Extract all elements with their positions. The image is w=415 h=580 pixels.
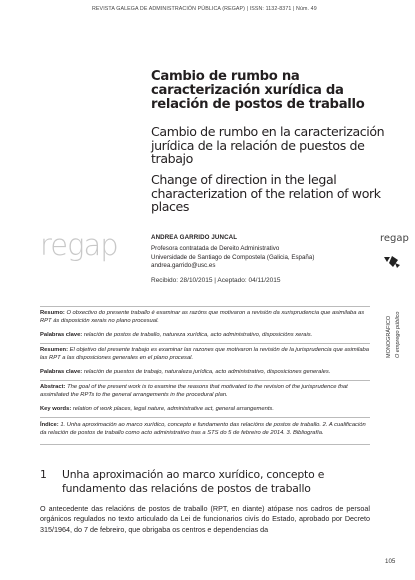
divider bbox=[40, 343, 370, 344]
galicia-emblem-icon bbox=[383, 255, 401, 269]
keywords-galician bbox=[40, 331, 370, 339]
abstract-english bbox=[40, 383, 370, 400]
side-section-label bbox=[376, 300, 415, 360]
keywords-label: Key words: bbox=[40, 406, 72, 412]
keywords-english bbox=[40, 405, 370, 413]
author-email[interactable]: andrea.garrido@usc.es bbox=[151, 261, 216, 269]
abstract-label: Resumen: bbox=[40, 347, 69, 353]
abstract-text: The goal of the present work is to examine the reasons that motivated to the revision of the jurisprudence that assimilated the RPTs to the general arrangements in the procedural plan. bbox=[40, 384, 348, 399]
section-title: Unha aproximación ao marco xurídico, concepto e fundamento das relacións de postos de traballo bbox=[62, 468, 325, 495]
divider bbox=[40, 417, 370, 418]
abstract-text: El objetivo del presente trabajo es examinar las razones que motivaron la revisión de la jurisprudencia que asimilaba las RPT a las disposiciones generales en el plano procesal. bbox=[40, 347, 370, 362]
divider bbox=[40, 380, 370, 381]
author-institution: Universidade de Santiago de Compostela (Galicia, España) bbox=[151, 253, 315, 261]
divider bbox=[40, 306, 370, 307]
title-spanish: Cambio de rumbo en la caracterización jurídica de la relación de puestos de trabajo bbox=[151, 124, 385, 166]
title-galician: Cambio de rumbo na caracterización xurídica da relación de postos de traballo bbox=[151, 69, 365, 112]
author-name: ANDREA GARRIDO JUNCAL bbox=[151, 234, 238, 241]
running-head: REVISTA GALEGA DE ADMINISTRACIÓN PÚBLICA (REGAP) | ISSN: 1132-8371 | Núm. 49 bbox=[92, 6, 317, 12]
index-label: Índice: bbox=[40, 422, 59, 428]
abstract-label: Resumo: bbox=[40, 310, 65, 316]
keywords-text: relation of work places, legal nature, administrative act, general arrangements. bbox=[72, 406, 274, 412]
keywords-spanish bbox=[40, 368, 370, 376]
keywords-text: relación de puestos de trabajo, naturaleza jurídica, acto administrativo, disposiciones generales. bbox=[83, 369, 331, 375]
abstract-spanish bbox=[40, 346, 370, 363]
author-block bbox=[151, 234, 371, 270]
side-subsection: O emprego público bbox=[395, 311, 401, 358]
divider bbox=[40, 444, 370, 445]
abstract-label: Abstract: bbox=[40, 384, 66, 390]
abstract-galician bbox=[40, 309, 370, 326]
section-number: 1 bbox=[40, 468, 47, 481]
abstract-text: O obxectivo do presente traballo é examinar as razóns que motivaron a revisión da xurisprudencia que asimilaba as RPT ás disposición xerais no plano procesual. bbox=[40, 310, 365, 325]
keywords-label: Palabras clave: bbox=[40, 332, 83, 338]
title-english: Change of direction in the legal characterization of the relation of work places bbox=[151, 172, 381, 214]
table-of-contents bbox=[40, 421, 370, 438]
side-regap-logo: regap bbox=[380, 233, 409, 244]
index-text: 1. Unha aproximación ao marco xurídico, concepto e fundamento das relacións de postos de traballo. 2. A cualificación da relación de postos de traballo como acto administrativo tras a STS do 5 de febreiro de 2014. 3. Bibliografía. bbox=[40, 422, 366, 437]
side-section: MONOGRÁFICO bbox=[386, 315, 392, 358]
received-accepted-dates: Recibido: 28/10/2015 | Aceptado: 04/11/2015 bbox=[151, 277, 281, 284]
author-position: Profesora contratada de Dereito Administrativo bbox=[151, 245, 280, 253]
keywords-label: Palabras clave: bbox=[40, 369, 83, 375]
page-number: 105 bbox=[385, 558, 396, 565]
body-paragraph: O antecedente das relacións de postos de traballo (RPT, en diante) atópase nos cadros de persoal orgánicos regulados no texto articulado da Lei de funcionarios civís do Estado, aprobado por Decreto 315/1964, do 7 de febreiro, que obrigaba os centros e dependencias da bbox=[40, 504, 370, 534]
regap-logo: regap bbox=[40, 228, 118, 262]
keywords-text: relación de postos de traballo, natureza xurídica, acto administrativo, disposicións xerais. bbox=[83, 332, 313, 338]
